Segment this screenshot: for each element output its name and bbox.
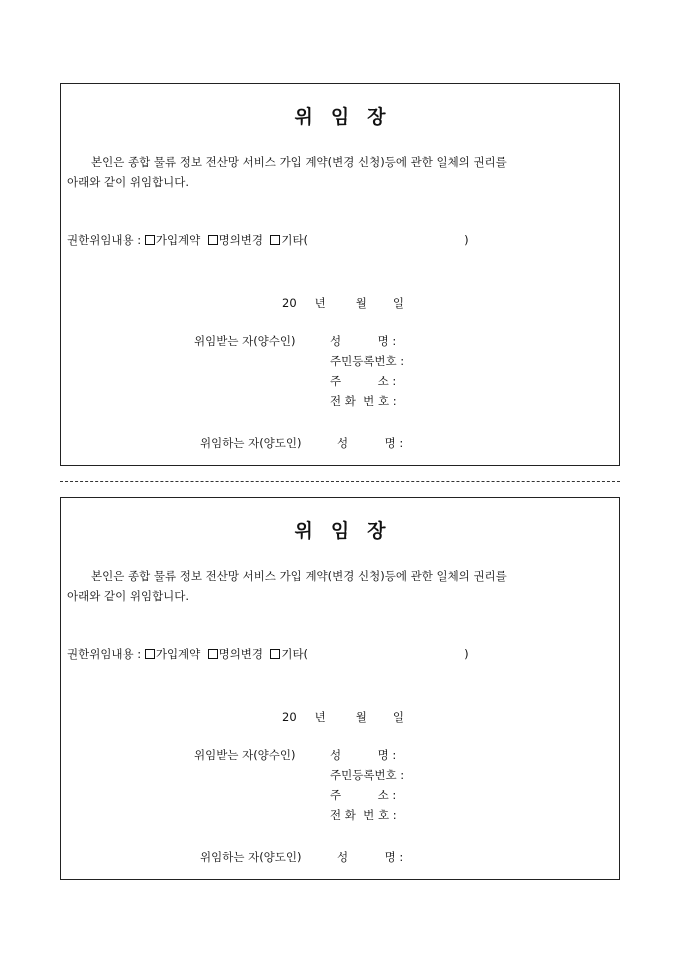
other-close-paren: ) [464,233,469,247]
checkbox-subscription[interactable] [145,235,155,245]
scope-label: 권한위임내용 : [67,647,142,661]
checkbox-subscription[interactable] [145,649,155,659]
intro-line-2: 아래와 같이 위임합니다. [67,589,190,603]
grantee-name-label: 성 명 : [330,748,397,762]
intro-text [67,566,607,606]
grantee-phone-label: 전 화 번 호 : [330,808,397,822]
grantee-address-label: 주 소 : [330,788,397,802]
option-name-change: 명의변경 [218,233,264,247]
grantee-label: 위임받는 자(양수인) [194,748,296,762]
intro-line-2: 아래와 같이 위임합니다. [67,175,190,189]
delegation-scope [67,646,469,662]
scope-label: 권한위임내용 : [67,233,142,247]
intro-line-1: 본인은 종합 물류 정보 전산망 서비스 가입 계약(변경 신청)등에 관한 일체의 권리를 [91,569,507,583]
option-other: 기타( [281,647,309,661]
grantee-phone-label: 전 화 번 호 : [330,394,397,408]
date-line: 20 년 월 일 [282,296,404,310]
intro-line-1: 본인은 종합 물류 정보 전산망 서비스 가입 계약(변경 신청)등에 관한 일체의 권리를 [91,155,507,169]
form-title: 위 임 장 [294,106,386,128]
delegation-form-top [60,83,620,466]
grantee-address-label: 주 소 : [330,374,397,388]
grantee-name-label: 성 명 : [330,334,397,348]
other-close-paren: ) [464,647,469,661]
grantee-label: 위임받는 자(양수인) [194,334,296,348]
delegation-scope [67,232,469,248]
checkbox-other[interactable] [270,235,280,245]
checkbox-name-change[interactable] [208,649,218,659]
grantor-label: 위임하는 자(양도인) [200,850,302,864]
option-other: 기타( [281,233,309,247]
option-name-change: 명의변경 [218,647,264,661]
date-line: 20 년 월 일 [282,710,404,724]
cut-line [60,481,620,482]
option-subscription: 가입계약 [155,233,201,247]
delegation-form-bottom [60,497,620,880]
grantee-rrn-label: 주민등록번호 : [330,354,405,368]
grantor-name-label: 성 명 : [337,850,404,864]
intro-text [67,152,607,192]
form-title: 위 임 장 [294,520,386,542]
grantor-label: 위임하는 자(양도인) [200,436,302,450]
grantor-name-label: 성 명 : [337,436,404,450]
checkbox-other[interactable] [270,649,280,659]
grantee-rrn-label: 주민등록번호 : [330,768,405,782]
option-subscription: 가입계약 [155,647,201,661]
checkbox-name-change[interactable] [208,235,218,245]
